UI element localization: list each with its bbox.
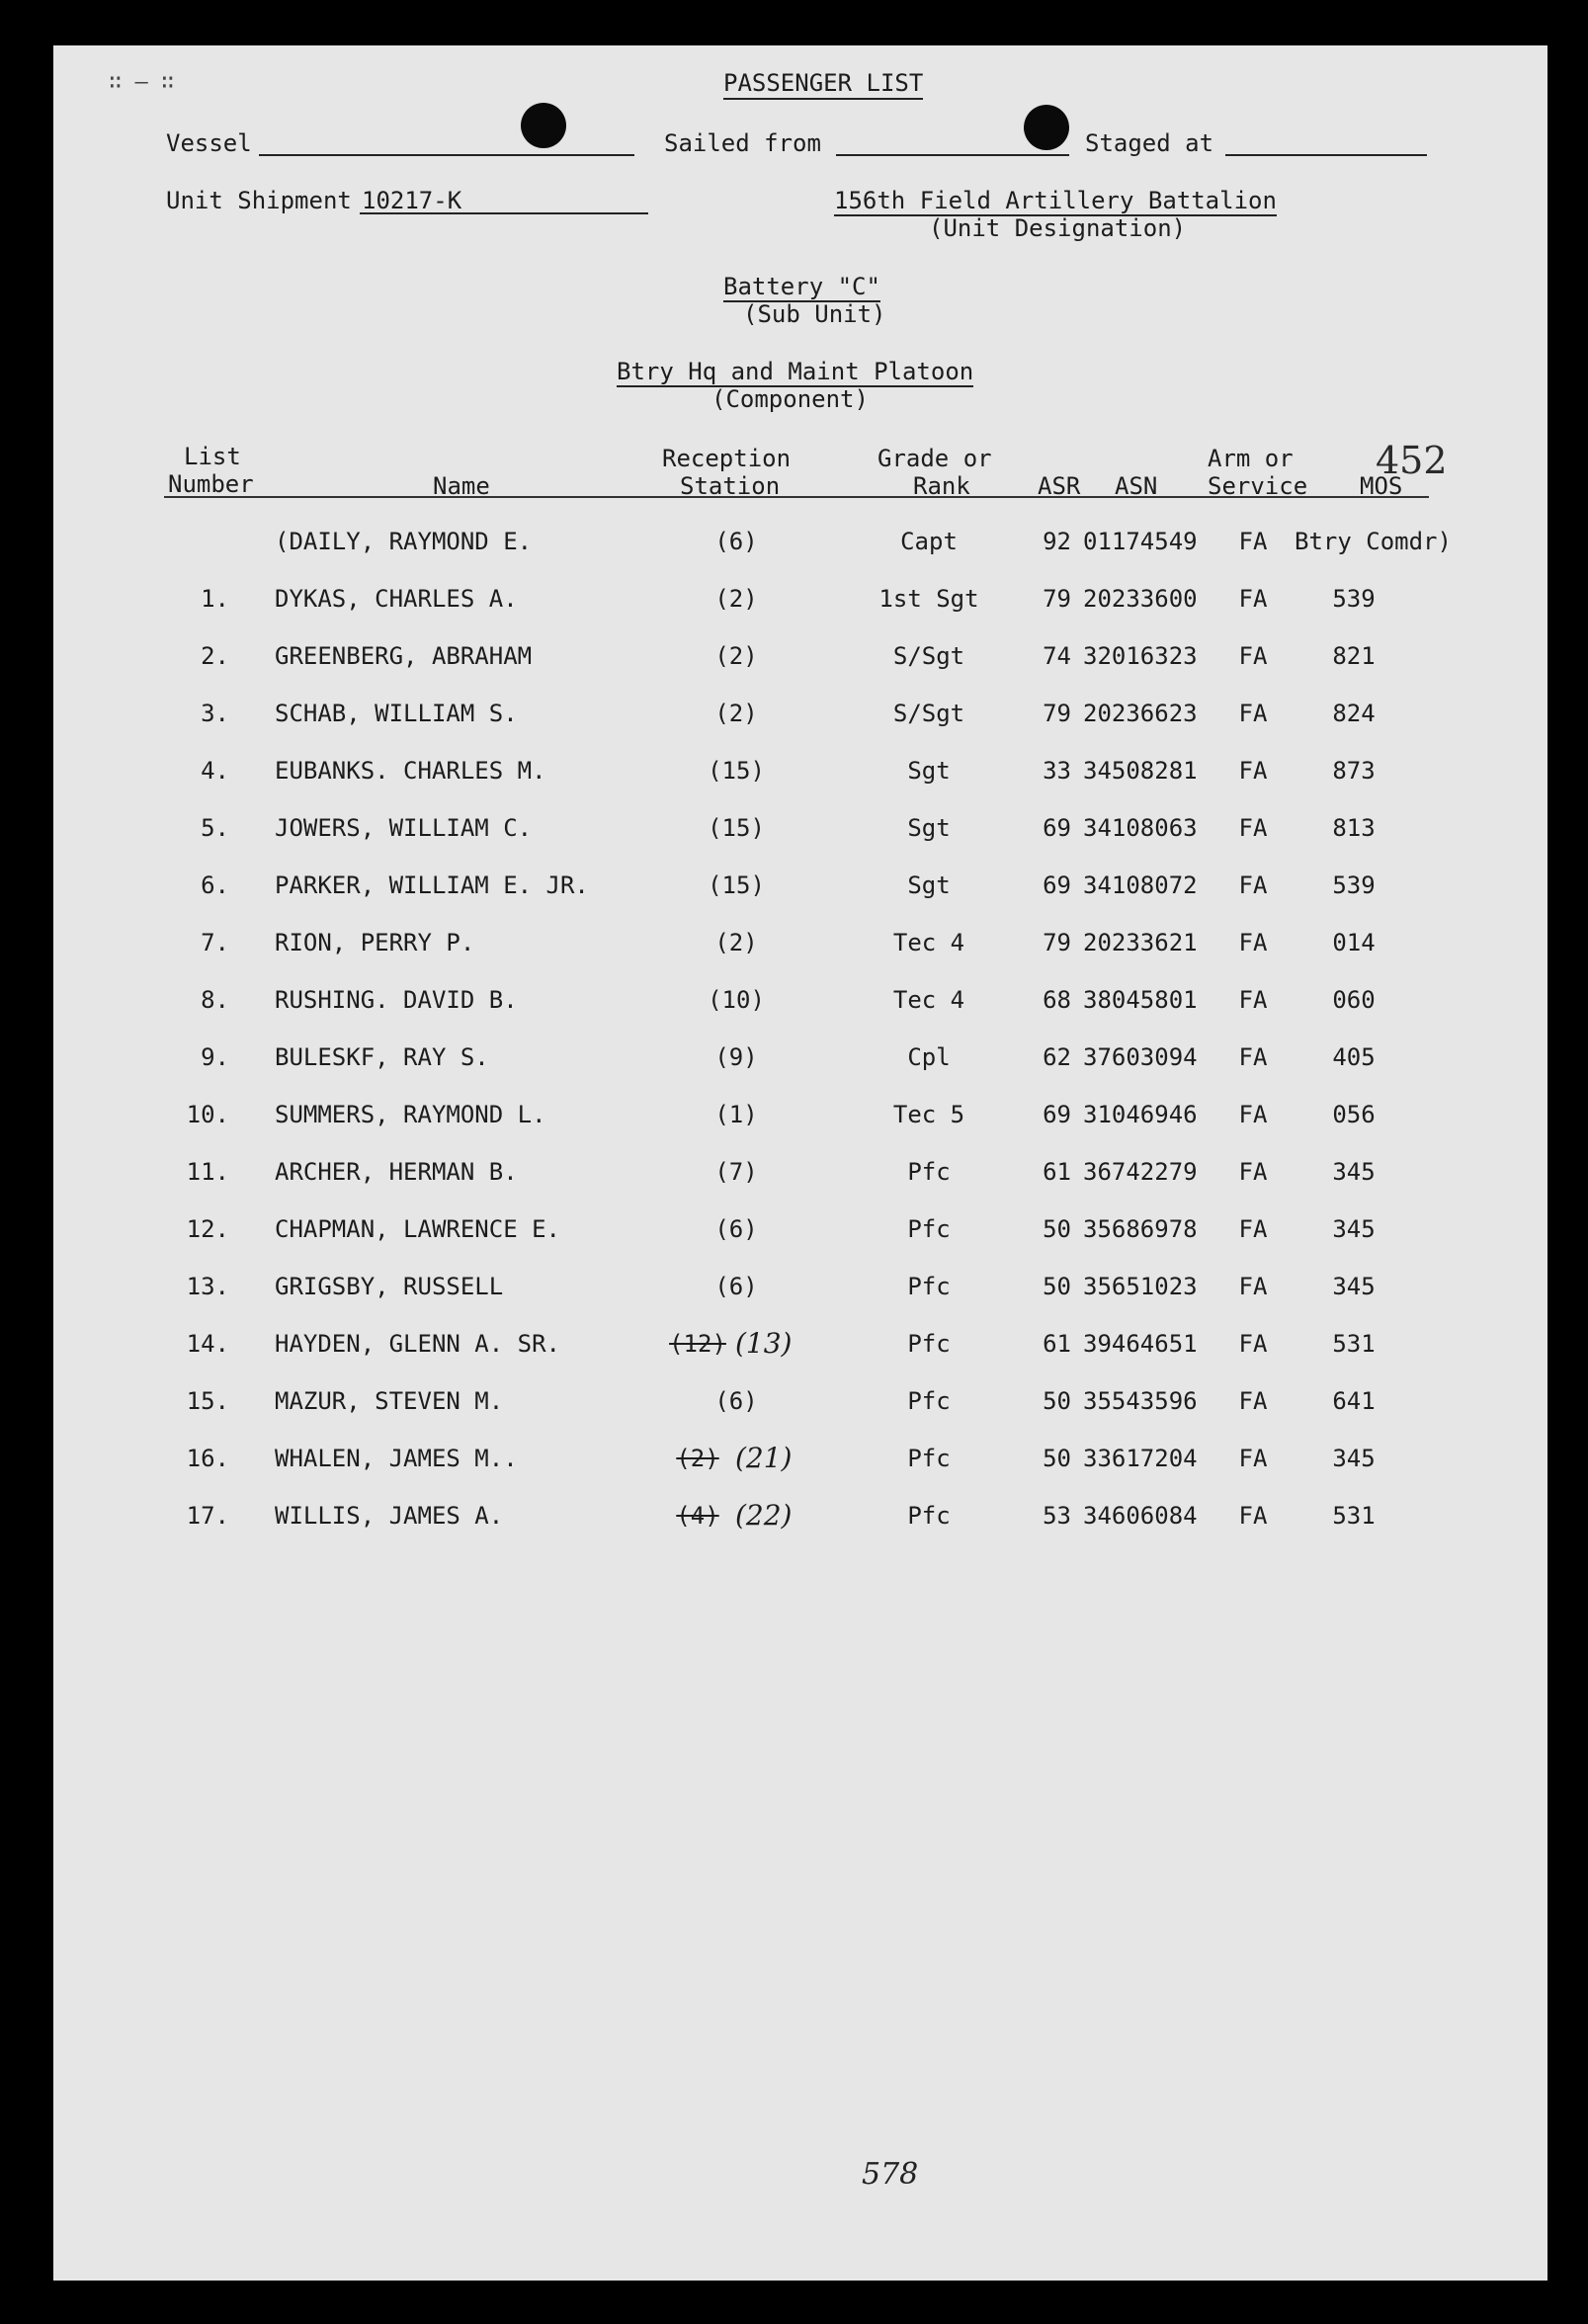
col-header-reception: Reception: [662, 445, 792, 472]
grade-rank: 1st Sgt: [878, 585, 979, 613]
table-row: [0, 980, 1588, 1020]
asr-score: 79: [1043, 700, 1071, 727]
asn-number: 38045801: [1083, 986, 1198, 1014]
asr-score: 61: [1043, 1330, 1071, 1358]
page-stamp-number: 452: [1376, 439, 1448, 482]
reception-station: (2): [714, 700, 758, 727]
passenger-name: CHAPMAN, LAWRENCE E.: [275, 1215, 560, 1243]
list-number: 7.: [201, 929, 229, 956]
asn-number: 20233600: [1083, 585, 1198, 613]
asn-number: 35686978: [1083, 1215, 1198, 1243]
arm-service: FA: [1238, 929, 1268, 956]
asr-score: 61: [1043, 1158, 1071, 1186]
asn-number: 34108072: [1083, 872, 1198, 899]
passenger-name: ARCHER, HERMAN B.: [275, 1158, 518, 1186]
table-row: [0, 1324, 1588, 1364]
sub-unit-caption: (Sub Unit): [743, 300, 886, 328]
arm-service: FA: [1238, 528, 1268, 555]
col-header-grade: Grade or: [878, 445, 992, 472]
asr-score: 69: [1043, 1101, 1071, 1128]
unit-shipment-label: Unit Shipment: [166, 187, 352, 214]
mos-code: 824: [1332, 700, 1376, 727]
col-header-station: Station: [680, 472, 781, 500]
mos-code: 345: [1332, 1445, 1376, 1472]
table-row: [0, 1439, 1588, 1478]
col-header-name: Name: [433, 472, 490, 500]
passenger-name: EUBANKS. CHARLES M.: [275, 757, 546, 785]
reception-station: (6): [714, 1273, 758, 1300]
margin-marks: ∷ ‒ ∷: [109, 70, 175, 95]
table-row: [0, 751, 1588, 790]
arm-service: FA: [1238, 1387, 1268, 1415]
mos-code: 345: [1332, 1158, 1376, 1186]
list-number: 1.: [201, 585, 229, 613]
mos-code: Btry Comdr): [1295, 528, 1452, 555]
reception-station: (15): [708, 872, 765, 899]
mos-code: 531: [1332, 1502, 1376, 1530]
list-number: 8.: [201, 986, 229, 1014]
passenger-name: SUMMERS, RAYMOND L.: [275, 1101, 546, 1128]
reception-station: (1): [714, 1101, 758, 1128]
page-title: PASSENGER LIST: [723, 69, 923, 100]
asr-score: 68: [1043, 986, 1071, 1014]
asn-number: 37603094: [1083, 1043, 1198, 1071]
arm-service: FA: [1238, 872, 1268, 899]
passenger-name: RUSHING. DAVID B.: [275, 986, 518, 1014]
asn-number: 34108063: [1083, 814, 1198, 842]
reception-station-handwritten: (21): [735, 1442, 793, 1474]
reception-station: (4): [676, 1502, 719, 1530]
arm-service: FA: [1238, 700, 1268, 727]
sailed-from-label: Sailed from: [664, 129, 821, 157]
table-row: [0, 522, 1588, 561]
arm-service: FA: [1238, 814, 1268, 842]
grade-rank: S/Sgt: [892, 642, 965, 670]
table-row: [0, 1152, 1588, 1192]
unit-shipment-value: 10217-K: [362, 187, 462, 214]
reception-station: (10): [708, 986, 765, 1014]
reception-station-handwritten: (22): [735, 1499, 793, 1532]
arm-service: FA: [1238, 986, 1268, 1014]
col-header-service: Service: [1208, 472, 1308, 500]
list-number: 3.: [201, 700, 229, 727]
mos-code: 539: [1332, 585, 1376, 613]
asr-score: 50: [1043, 1273, 1071, 1300]
grade-rank: Pfc: [907, 1215, 951, 1243]
mos-code: 873: [1332, 757, 1376, 785]
list-number: 11.: [186, 1158, 229, 1186]
reception-station: (15): [708, 757, 765, 785]
passenger-name: JOWERS, WILLIAM C.: [275, 814, 533, 842]
arm-service: FA: [1238, 1043, 1268, 1071]
passenger-name: MAZUR, STEVEN M.: [275, 1387, 504, 1415]
reception-station: (6): [714, 1215, 758, 1243]
reception-station: (6): [714, 528, 758, 555]
list-number: 13.: [186, 1273, 229, 1300]
mos-code: 821: [1332, 642, 1376, 670]
table-row: [0, 636, 1588, 676]
asn-number: 32016323: [1083, 642, 1198, 670]
grade-rank: Pfc: [907, 1502, 951, 1530]
asn-number: 35543596: [1083, 1387, 1198, 1415]
col-header-rank: Rank: [913, 472, 970, 500]
mos-code: 014: [1332, 929, 1376, 956]
punch-hole-right: [1024, 105, 1069, 150]
arm-service: FA: [1238, 1502, 1268, 1530]
arm-service: FA: [1238, 1445, 1268, 1472]
reception-station: (2): [714, 642, 758, 670]
asn-number: 20236623: [1083, 700, 1198, 727]
list-number: 15.: [186, 1387, 229, 1415]
passenger-name: WHALEN, JAMES M..: [275, 1445, 518, 1472]
table-row: [0, 923, 1588, 962]
sub-unit-name: Battery "C": [723, 273, 880, 300]
asr-score: 74: [1043, 642, 1071, 670]
list-number: 16.: [186, 1445, 229, 1472]
grade-rank: Pfc: [907, 1273, 951, 1300]
table-row: [0, 808, 1588, 848]
col-header-arm: Arm or: [1208, 445, 1294, 472]
asn-number: 20233621: [1083, 929, 1198, 956]
unit-designation: 156th Field Artillery Battalion: [834, 187, 1277, 214]
reception-station: (7): [714, 1158, 758, 1186]
grade-rank: Pfc: [907, 1445, 951, 1472]
passenger-name: WILLIS, JAMES A.: [275, 1502, 504, 1530]
arm-service: FA: [1238, 1273, 1268, 1300]
asr-score: 62: [1043, 1043, 1071, 1071]
grade-rank: Pfc: [907, 1387, 951, 1415]
sailed-from-blank: [836, 154, 1069, 156]
arm-service: FA: [1238, 1158, 1268, 1186]
grade-rank: Tec 5: [892, 1101, 965, 1128]
asn-number: 39464651: [1083, 1330, 1198, 1358]
grade-rank: Sgt: [907, 814, 951, 842]
mos-code: 641: [1332, 1387, 1376, 1415]
list-number: 9.: [201, 1043, 229, 1071]
passenger-name: GRIGSBY, RUSSELL: [275, 1273, 504, 1300]
grade-rank: Tec 4: [892, 929, 965, 956]
asn-number: 34508281: [1083, 757, 1198, 785]
arm-service: FA: [1238, 1215, 1268, 1243]
list-number: 17.: [186, 1502, 229, 1530]
asr-score: 50: [1043, 1215, 1071, 1243]
asr-score: 69: [1043, 814, 1071, 842]
asr-score: 50: [1043, 1387, 1071, 1415]
table-row: [0, 1496, 1588, 1536]
grade-rank: S/Sgt: [892, 700, 965, 727]
table-row: [0, 694, 1588, 733]
table-row: [0, 866, 1588, 905]
component-name: Btry Hq and Maint Platoon: [617, 358, 974, 385]
reception-station: (6): [714, 1387, 758, 1415]
passenger-name: PARKER, WILLIAM E. JR.: [275, 872, 589, 899]
mos-code: 056: [1332, 1101, 1376, 1128]
asn-number: 33617204: [1083, 1445, 1198, 1472]
asn-number: 34606084: [1083, 1502, 1198, 1530]
table-row: [0, 1095, 1588, 1134]
passenger-name: SCHAB, WILLIAM S.: [275, 700, 518, 727]
col-header-asn: ASN: [1115, 472, 1158, 500]
table-row: [0, 1381, 1588, 1421]
arm-service: FA: [1238, 757, 1268, 785]
asn-number: 01174549: [1083, 528, 1198, 555]
list-number: 4.: [201, 757, 229, 785]
arm-service: FA: [1238, 1101, 1268, 1128]
vessel-blank: [259, 154, 634, 156]
asr-score: 92: [1043, 528, 1071, 555]
list-number: 5.: [201, 814, 229, 842]
mos-code: 345: [1332, 1215, 1376, 1243]
table-row: [0, 1038, 1588, 1077]
asr-score: 69: [1043, 872, 1071, 899]
list-number: 6.: [201, 872, 229, 899]
mos-code: 813: [1332, 814, 1376, 842]
col-header-asr: ASR: [1038, 472, 1081, 500]
component-caption: (Component): [711, 385, 869, 413]
punch-hole-left: [521, 103, 566, 148]
passenger-name: RION, PERRY P.: [275, 929, 475, 956]
asr-score: 33: [1043, 757, 1071, 785]
grade-rank: Pfc: [907, 1330, 951, 1358]
grade-rank: Cpl: [907, 1043, 951, 1071]
asr-score: 79: [1043, 929, 1071, 956]
arm-service: FA: [1238, 1330, 1268, 1358]
table-row: [0, 1267, 1588, 1306]
mos-code: 060: [1332, 986, 1376, 1014]
reception-station: (2): [676, 1445, 719, 1472]
mos-code: 345: [1332, 1273, 1376, 1300]
staged-at-label: Staged at: [1085, 129, 1214, 157]
reception-station: (12): [669, 1330, 726, 1358]
header-rule: [164, 496, 1429, 498]
asn-number: 35651023: [1083, 1273, 1198, 1300]
passenger-name: HAYDEN, GLENN A. SR.: [275, 1330, 560, 1358]
col-header-list: List: [184, 443, 241, 470]
unit-designation-caption: (Unit Designation): [929, 214, 1187, 242]
mos-code: 539: [1332, 872, 1376, 899]
col-header-mos: MOS: [1360, 472, 1403, 500]
col-header-number: Number: [168, 470, 254, 498]
arm-service: FA: [1238, 585, 1268, 613]
passenger-name: (DAILY, RAYMOND E.: [275, 528, 533, 555]
grade-rank: Sgt: [907, 757, 951, 785]
asr-score: 50: [1043, 1445, 1071, 1472]
footer-page-number: 578: [862, 2157, 919, 2192]
reception-station-handwritten: (13): [735, 1327, 793, 1360]
arm-service: FA: [1238, 642, 1268, 670]
reception-station: (9): [714, 1043, 758, 1071]
list-number: 10.: [186, 1101, 229, 1128]
reception-station: (15): [708, 814, 765, 842]
list-number: 14.: [186, 1330, 229, 1358]
vessel-label: Vessel: [166, 129, 252, 157]
mos-code: 405: [1332, 1043, 1376, 1071]
table-row: [0, 1209, 1588, 1249]
reception-station: (2): [714, 585, 758, 613]
grade-rank: Pfc: [907, 1158, 951, 1186]
list-number: 12.: [186, 1215, 229, 1243]
table-row: [0, 579, 1588, 619]
asr-score: 79: [1043, 585, 1071, 613]
staged-at-blank: [1225, 154, 1427, 156]
list-number: 2.: [201, 642, 229, 670]
grade-rank: Sgt: [907, 872, 951, 899]
grade-rank: Capt: [900, 528, 958, 555]
passenger-name: DYKAS, CHARLES A.: [275, 585, 518, 613]
grade-rank: Tec 4: [892, 986, 965, 1014]
asn-number: 31046946: [1083, 1101, 1198, 1128]
mos-code: 531: [1332, 1330, 1376, 1358]
passenger-name: BULESKF, RAY S.: [275, 1043, 489, 1071]
reception-station: (2): [714, 929, 758, 956]
asr-score: 53: [1043, 1502, 1071, 1530]
asn-number: 36742279: [1083, 1158, 1198, 1186]
passenger-name: GREENBERG, ABRAHAM: [275, 642, 533, 670]
